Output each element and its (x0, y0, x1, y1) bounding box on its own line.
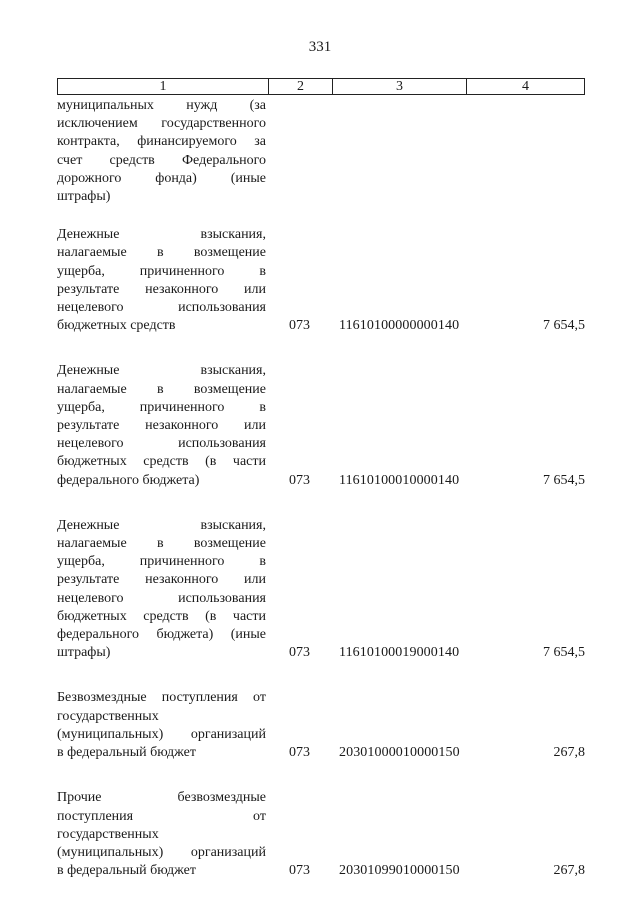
description-line: счет средств Федерального (57, 152, 266, 168)
description-line: федерального бюджета) (57, 472, 200, 488)
description-line: бюджетных средств (в части (57, 454, 266, 470)
description-line: Безвозмездные поступления от (57, 690, 266, 706)
description-line: налагаемые в возмещение (57, 245, 266, 261)
description-line: контракта, финансируемого за (57, 134, 266, 150)
description-line: в федеральный бюджет (57, 863, 196, 879)
description-line: (муниципальных) организаций (57, 844, 266, 860)
table-row (57, 226, 585, 335)
description-line: Денежные взыскания, (57, 517, 266, 533)
description-line: бюджетных средств (в части (57, 608, 266, 624)
row-description (57, 226, 266, 335)
budget-classification-code: 20301000010000150 (339, 745, 460, 761)
row-description (57, 689, 266, 762)
description-line: федерального бюджета) (иные (57, 627, 266, 643)
description-line: результате незаконного или (57, 281, 266, 297)
description-line: результате незаконного или (57, 572, 266, 588)
header-col-2: 2 (269, 79, 333, 94)
header-col-4: 4 (522, 79, 529, 94)
header-col-1: 1 (58, 79, 269, 94)
table-row (57, 689, 585, 762)
admin-code: 073 (289, 318, 310, 334)
description-line: государственных (57, 826, 159, 842)
description-line: нецелевого использования (57, 300, 266, 316)
amount-value: 7 654,5 (543, 318, 585, 334)
budget-classification-code: 20301099010000150 (339, 863, 460, 879)
description-line: Денежные взыскания, (57, 227, 266, 243)
table-row (57, 517, 585, 663)
description-line: исключением государственного (57, 116, 266, 132)
table-body (57, 97, 585, 880)
description-line: государственных (57, 708, 159, 724)
page-number: 331 (308, 39, 332, 55)
description-line: ущерба, причиненного в (57, 263, 266, 279)
row-description (57, 97, 266, 206)
description-line: штрафы) (57, 189, 111, 205)
description-line: в федеральный бюджет (57, 745, 196, 761)
description-line: штрафы) (57, 645, 111, 661)
row-description (57, 362, 266, 489)
description-line: дорожного фонда) (иные (57, 170, 266, 186)
budget-classification-code: 11610100000000140 (339, 318, 460, 334)
row-description (57, 789, 266, 880)
description-line: (муниципальных) организаций (57, 726, 266, 742)
table-row (57, 362, 585, 489)
budget-classification-code: 11610100019000140 (339, 645, 460, 661)
row-description (57, 517, 266, 663)
description-line: налагаемые в возмещение (57, 536, 266, 552)
description-line: муниципальных нужд (за (57, 98, 266, 113)
admin-code: 073 (289, 863, 310, 879)
table-row (57, 789, 585, 880)
amount-value: 267,8 (553, 863, 585, 879)
description-line: ущерба, причиненного в (57, 399, 266, 415)
description-line: поступления от (57, 808, 266, 824)
description-line: нецелевого использования (57, 436, 266, 452)
description-line: Денежные взыскания, (57, 363, 266, 379)
description-line: результате незаконного или (57, 418, 266, 434)
table-header (57, 78, 585, 95)
amount-value: 267,8 (553, 745, 585, 761)
amount-value: 7 654,5 (543, 472, 585, 488)
admin-code: 073 (289, 645, 310, 661)
header-col-3: 3 (333, 79, 467, 94)
description-line: бюджетных средств (57, 318, 176, 334)
description-line: налагаемые в возмещение (57, 381, 266, 397)
admin-code: 073 (289, 472, 310, 488)
description-line: Прочие безвозмездные (57, 790, 266, 806)
description-line: нецелевого использования (57, 590, 266, 606)
budget-classification-code: 11610100010000140 (339, 472, 460, 488)
description-line: ущерба, причиненного в (57, 554, 266, 570)
admin-code: 073 (289, 745, 310, 761)
amount-value: 7 654,5 (543, 645, 585, 661)
table-row (57, 97, 585, 206)
